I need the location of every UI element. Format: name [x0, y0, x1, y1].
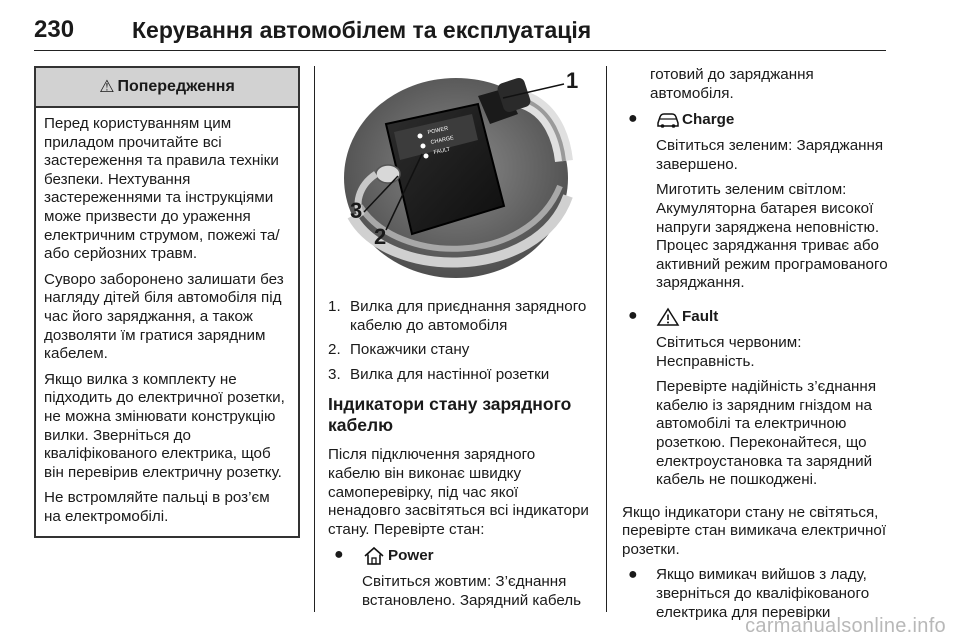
- indicator-power-item: [328, 546, 590, 617]
- indicator-charge-text: Світиться зеленим: Заряджання завершено.: [656, 137, 884, 173]
- warning-body: [36, 108, 298, 536]
- figure-legend: [328, 298, 590, 384]
- column-left: [34, 66, 300, 538]
- car-icon: [656, 110, 680, 130]
- callout-1: 1: [566, 68, 579, 93]
- warning-triangle-icon: ⚠: [99, 76, 115, 96]
- indicator-charge-item: [622, 110, 888, 300]
- column-divider: [314, 66, 315, 612]
- section-intro: Після підключення зарядного кабелю він виконає швидку самоперевірку, під час якої ненадовго засвітяться всі індикатори стану. Перевірте стан:: [328, 446, 589, 538]
- device-label-fault: FAULT: [433, 146, 451, 156]
- page-header: [34, 14, 886, 48]
- bullet: ●: [628, 566, 638, 584]
- bullet: ●: [628, 306, 638, 324]
- running-title: Керування автомобілем та експлуатація: [132, 17, 592, 43]
- legend-item: 3. Вилка для настінної розетки: [328, 365, 550, 383]
- header-rule: [34, 50, 886, 51]
- charging-cable-photo: [328, 66, 590, 286]
- warning-triangle-icon: [656, 307, 680, 327]
- column-right: [622, 66, 888, 636]
- device-label-power: POWER: [427, 125, 449, 136]
- section-title: Індикатори стану зарядного кабелю: [328, 394, 572, 436]
- indicator-charge-label: Charge: [682, 110, 735, 128]
- bullet: ●: [334, 546, 344, 564]
- indicator-fault-item: [622, 307, 888, 497]
- warning-paragraph: Перед користуванням цим приладом прочитайте всі застереження та правила техніки безпеки. Нехтування застереженнями та інструкціями може призвести до ураження електричним струмом, пожежі та/або серйозних травм.: [44, 115, 280, 263]
- callout-2: 2: [374, 224, 387, 249]
- callout-3: 3: [350, 198, 363, 223]
- power-text-continued: готовий до заряджання автомобіля.: [650, 66, 814, 102]
- after-bullet-text: Якщо вимикач вийшов з ладу, зверніться до кваліфікованого електрика для перевірки: [656, 566, 870, 621]
- charging-cable-image: [328, 66, 590, 286]
- indicator-fault-label: Fault: [682, 307, 719, 325]
- watermark: carmanualsonline.info: [745, 615, 946, 637]
- warning-title: Попередження: [117, 77, 235, 95]
- indicator-fault-text: Перевірте надійність з’єднання кабелю із зарядним гніздом на автомобілі та електричною розеткою. Переконайтеся, що електроустановка та зарядний кабель не пошкоджені.: [656, 378, 877, 489]
- warning-paragraph: Якщо вилка з комплекту не підходить до електричної розетки, не можна змінювати конструкцію вилки. Зверніться до кваліфікованого електрика, щоб він перевірив електричну розетку.: [44, 370, 285, 481]
- legend-item: 2. Покажчики стану: [328, 341, 470, 359]
- column-divider: [606, 66, 607, 612]
- indicator-power-label: Power: [388, 547, 434, 565]
- device-label-charge: CHARGE: [430, 135, 455, 146]
- column-middle: [328, 66, 590, 625]
- legend-item: 1. Вилка для приєднання зарядного кабелю до автомобіля: [328, 298, 587, 334]
- bullet: ●: [628, 110, 638, 128]
- warning-paragraph: Не встромляйте пальці в роз’єм на електромобілі.: [44, 489, 270, 525]
- after-text: Якщо індикатори стану не світяться, перевірте стан вимикача електричної розетки.: [622, 503, 887, 558]
- warning-header: [36, 68, 298, 108]
- warning-box: [34, 66, 300, 538]
- warning-paragraph: Суворо заборонено залишати без нагляду дітей біля автомобіля під час його заряджання, а також дозволяти їм гратися зарядним кабелем.: [44, 270, 284, 363]
- home-icon: [362, 546, 386, 566]
- page-number: 230: [34, 16, 75, 43]
- indicator-power-text: Світиться жовтим: З’єднання встановлено. Зарядний кабель: [362, 573, 582, 609]
- indicator-fault-text: Світиться червоним: Несправність.: [656, 333, 802, 370]
- indicator-charge-text: Миготить зеленим світлом: Акумуляторна батарея високої напруги заряджена неповністю. Процес заряджання триває або активний режим програмованого заряджання.: [656, 181, 888, 292]
